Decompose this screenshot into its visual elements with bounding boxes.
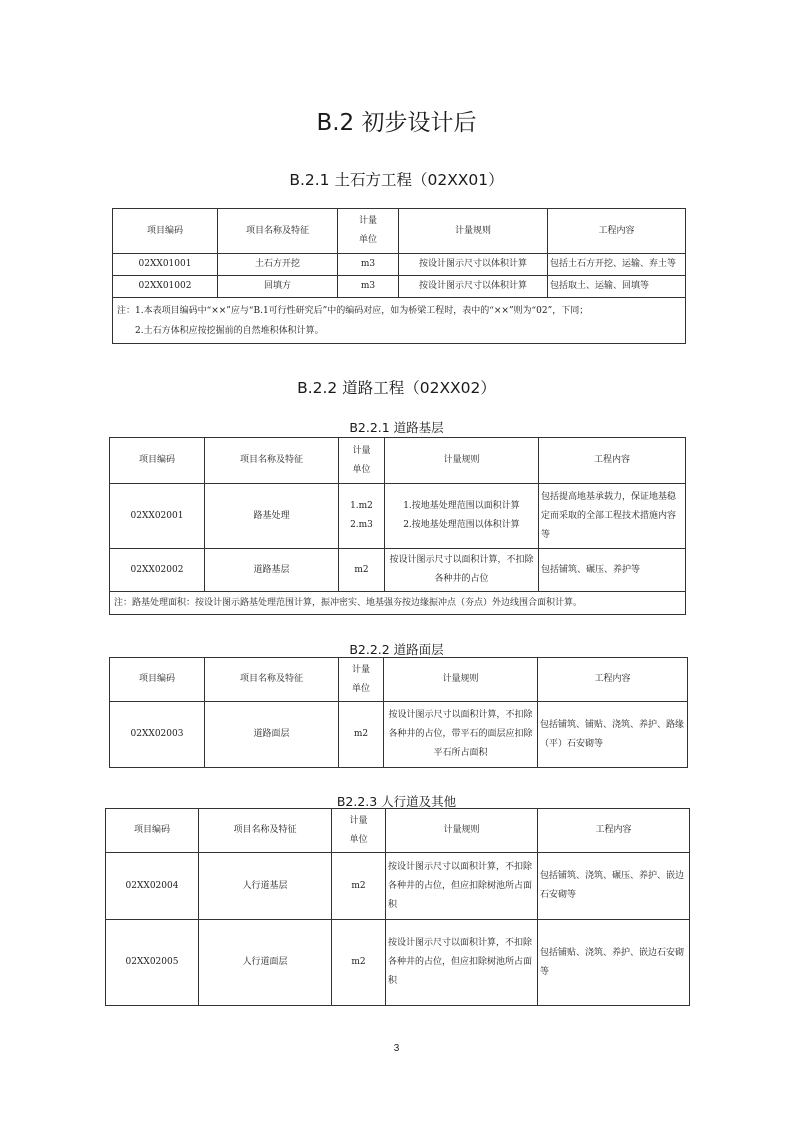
table-row [110, 702, 688, 768]
header-unit: 计量 单位 [332, 809, 386, 853]
cell-unit: m2 [339, 702, 384, 768]
header-name: 项目名称及特征 [205, 658, 339, 702]
cell-code: 02XX01001 [113, 254, 218, 276]
header-code: 项目编码 [110, 658, 205, 702]
header-content: 工程内容 [539, 438, 686, 484]
page-number: 3 [393, 1043, 400, 1054]
cell-code: 02XX02003 [110, 702, 205, 768]
section-heading-road: B.2.2 道路工程（02XX02） [297, 379, 496, 397]
cell-unit: m3 [338, 254, 399, 276]
cell-unit: m2 [332, 853, 386, 920]
cell-rule: 按设计图示尺寸以体积计算 [399, 276, 548, 298]
table-note-row [110, 592, 686, 615]
earthwork-table [112, 208, 686, 344]
cell-name: 回填方 [218, 276, 338, 298]
cell-content: 包括提高地基承载力，保证地基稳定而采取的全部工程技术措施内容等 [539, 484, 686, 549]
header-code: 项目编码 [110, 438, 205, 484]
cell-unit: m2 [332, 920, 386, 1006]
header-rule: 计量规则 [384, 658, 538, 702]
cell-rule: 1.按地基处理范围以面积计算 2.按地基处理范围以体积计算 [385, 484, 539, 549]
sidewalk-table [105, 808, 690, 1006]
table-header-row [110, 438, 686, 484]
header-name: 项目名称及特征 [199, 809, 332, 853]
subsection-heading-road-surface: B2.2.2 道路面层 [349, 642, 444, 657]
header-content: 工程内容 [538, 658, 688, 702]
header-unit: 计量 单位 [338, 209, 399, 254]
table-row [106, 853, 690, 920]
cell-content: 包括铺贴、浇筑、养护、嵌边石安砌等 [538, 920, 690, 1006]
header-content: 工程内容 [538, 809, 690, 853]
cell-content: 包括铺筑、碾压、养护等 [539, 549, 686, 592]
header-code: 项目编码 [113, 209, 218, 254]
header-name: 项目名称及特征 [205, 438, 339, 484]
cell-name: 道路面层 [205, 702, 339, 768]
cell-code: 02XX01002 [113, 276, 218, 298]
cell-code: 02XX02005 [106, 920, 199, 1006]
cell-name: 土石方开挖 [218, 254, 338, 276]
subsection-heading-road-base: B2.2.1 道路基层 [349, 420, 444, 435]
cell-name: 路基处理 [205, 484, 339, 549]
cell-content: 包括取土、运输、回填等 [548, 276, 686, 298]
cell-code: 02XX02002 [110, 549, 205, 592]
road-surface-table [109, 657, 688, 768]
header-unit: 计量 单位 [339, 658, 384, 702]
cell-code: 02XX02001 [110, 484, 205, 549]
cell-unit: m2 [339, 549, 385, 592]
section-heading-earthwork: B.2.1 土石方工程（02XX01） [289, 171, 504, 189]
table-row [113, 276, 686, 298]
table-row [106, 920, 690, 1006]
header-rule: 计量规则 [385, 438, 539, 484]
cell-rule: 按设计图示尺寸以面积计算，不扣除各种井的占位 [385, 549, 539, 592]
cell-rule: 按设计图示尺寸以面积计算，不扣除各种井的占位，但应扣除树池所占面积 [386, 853, 538, 920]
cell-content: 包括铺筑、浇筑、碾压、养护、嵌边石安砌等 [538, 853, 690, 920]
table-header-row [110, 658, 688, 702]
cell-name: 道路基层 [205, 549, 339, 592]
cell-unit: 1.m2 2.m3 [339, 484, 385, 549]
header-unit: 计量 单位 [339, 438, 385, 484]
cell-rule: 按设计图示尺寸以面积计算，不扣除各种井的占位，带平石的面层应扣除平石所占面积 [384, 702, 538, 768]
road-base-table [109, 437, 686, 615]
table-note-row [113, 298, 686, 344]
subsection-heading-sidewalk: B2.2.3 人行道及其他 [336, 794, 457, 809]
cell-name: 人行道基层 [199, 853, 332, 920]
header-rule: 计量规则 [399, 209, 548, 254]
header-rule: 计量规则 [386, 809, 538, 853]
header-code: 项目编码 [106, 809, 199, 853]
header-content: 工程内容 [548, 209, 686, 254]
table-note: 注：1.本表项目编码中“××”应与“B.1可行性研究后”中的编码对应，如为桥梁工程时，表中的“××”则为“02”，下同； 2.土石方体积应按挖掘前的自然堆积体积计算。 [113, 298, 686, 344]
cell-rule: 按设计图示尺寸以体积计算 [399, 254, 548, 276]
header-name: 项目名称及特征 [218, 209, 338, 254]
table-row [110, 484, 686, 549]
cell-code: 02XX02004 [106, 853, 199, 920]
page-title: B.2 初步设计后 [316, 110, 477, 136]
table-header-row [106, 809, 690, 853]
table-row [110, 549, 686, 592]
cell-rule: 按设计图示尺寸以面积计算，不扣除各种井的占位，但应扣除树池所占面积 [386, 920, 538, 1006]
cell-content: 包括铺筑、铺贴、浇筑、养护、路缘（平）石安砌等 [538, 702, 688, 768]
cell-unit: m3 [338, 276, 399, 298]
cell-name: 人行道面层 [199, 920, 332, 1006]
table-note: 注：路基处理面积：按设计图示路基处理范围计算，振冲密实、地基强夯按边缘振冲点（夯点）外边线围合面积计算。 [110, 592, 686, 615]
cell-content: 包括土石方开挖、运输、弃土等 [548, 254, 686, 276]
table-row [113, 254, 686, 276]
table-header-row [113, 209, 686, 254]
